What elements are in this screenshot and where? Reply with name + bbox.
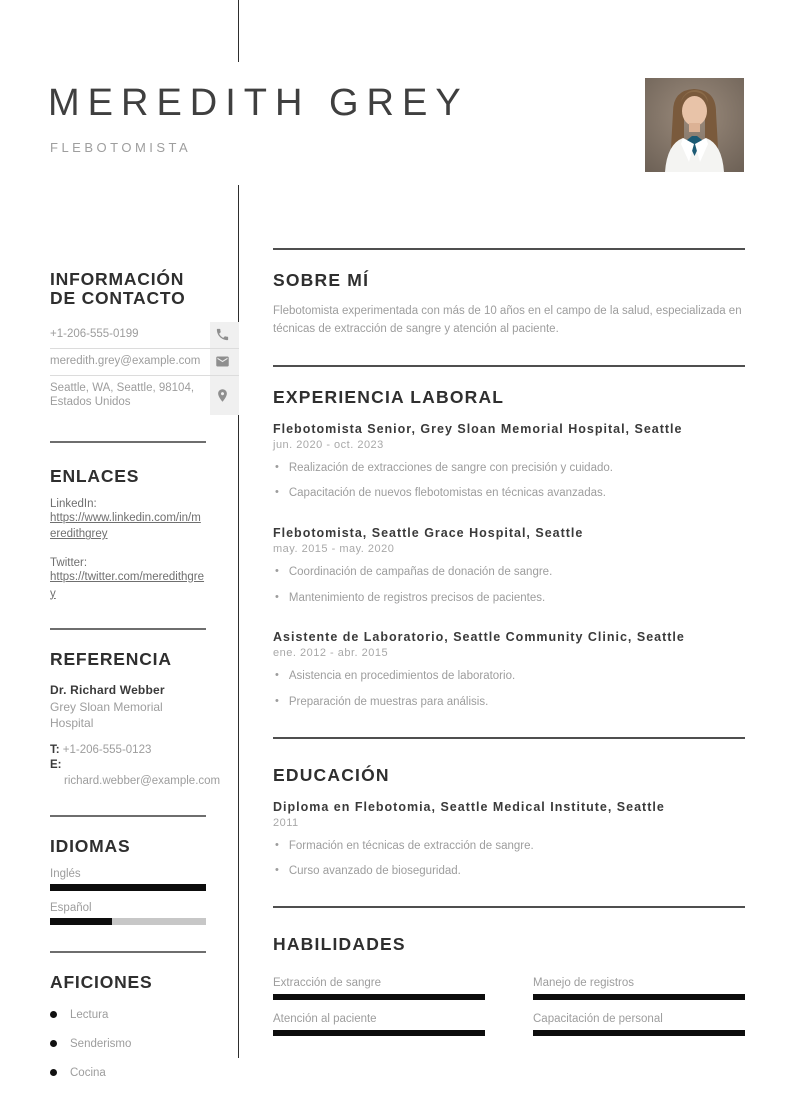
reference-email <box>50 758 221 789</box>
contact-list <box>50 322 239 416</box>
skill-item <box>273 1013 485 1036</box>
languages-heading: IDIOMAS <box>50 836 131 857</box>
bullet-dot: • <box>275 460 279 473</box>
skills-section <box>273 934 745 1036</box>
top-divider <box>238 0 239 62</box>
job-bullet <box>273 668 745 685</box>
skill-item <box>533 977 745 1000</box>
about-text: Flebotomista experimentada con más de 10 años en el campo de la salud, especializada en técnicas de extracción de sangre y atención al paciente. <box>273 305 742 335</box>
language-item <box>50 902 206 925</box>
skill-name: Capacitación de personal <box>533 1013 663 1025</box>
job-bullet <box>273 485 745 502</box>
skill-item <box>533 1013 745 1036</box>
bullet-dot <box>50 1011 57 1018</box>
skill-item <box>273 977 485 1000</box>
bullet-dot <box>50 1040 57 1047</box>
bullet-text: Asistencia en procedimientos de laboratorio. <box>288 670 516 683</box>
bullet-text: Mantenimiento de registros precisos de pacientes. <box>288 591 546 604</box>
job-dates: jun. 2020 - oct. 2023 <box>273 438 384 451</box>
job-bullet <box>273 564 745 581</box>
job-dates: ene. 2012 - abr. 2015 <box>273 647 389 660</box>
job-dates: may. 2015 - may. 2020 <box>273 542 395 555</box>
education-bullet <box>273 863 745 880</box>
link-label: LinkedIn: <box>50 497 97 510</box>
job-title: Asistente de Laboratorio, Seattle Community Clinic, Seattle <box>273 630 685 645</box>
section-divider <box>273 365 745 367</box>
twitter-link[interactable]: https://twitter.com/meredithgrey <box>50 570 205 600</box>
bullet-dot: • <box>275 669 279 682</box>
linkedin-link[interactable]: https://www.linkedin.com/in/meredithgrey <box>50 511 201 541</box>
skill-bar-fill <box>273 994 485 1000</box>
education-bullet <box>273 838 745 855</box>
languages-list <box>50 868 239 925</box>
link-label: Twitter: <box>50 556 88 569</box>
job-title: Flebotomista Senior, Grey Sloan Memorial Hospital, Seattle <box>273 421 683 436</box>
bullet-dot: • <box>275 564 279 577</box>
bullet-dot: • <box>275 694 279 707</box>
about-heading: SOBRE MÍ <box>273 270 370 290</box>
education-dates: 2011 <box>273 816 299 829</box>
job-bullet <box>273 590 745 607</box>
experience-heading: EXPERIENCIA LABORAL <box>273 386 505 407</box>
job-bullet <box>273 460 745 477</box>
reference-name: Dr. Richard Webber <box>50 682 165 697</box>
skill-bar <box>273 1030 485 1036</box>
phone-value: +1-206-555-0199 <box>50 328 139 341</box>
hobby-label: Cocina <box>70 1066 106 1079</box>
language-bar <box>50 884 206 891</box>
skill-bar-fill <box>533 994 745 1000</box>
education-title: Diploma en Flebotomia, Seattle Medical Institute, Seattle <box>273 799 665 814</box>
bullet-text: Curso avanzado de bioseguridad. <box>288 865 461 878</box>
sidebar-divider <box>50 441 206 443</box>
reference-phone <box>50 743 210 759</box>
language-name: Español <box>50 901 92 914</box>
education-entry <box>273 800 745 880</box>
portrait-illustration <box>645 78 744 172</box>
bullet-dot: • <box>275 838 279 851</box>
mail-icon <box>208 354 237 369</box>
language-item <box>50 868 206 891</box>
person-job-title: FLEBOTOMISTA <box>50 140 192 155</box>
contact-row-email <box>50 349 239 376</box>
links-heading: ENLACES <box>50 466 140 487</box>
bullet-dot <box>50 1069 57 1076</box>
job-bullet <box>273 694 745 711</box>
hobby-label: Lectura <box>70 1008 109 1021</box>
reference-phone-value: +1-206-555-0123 <box>62 743 152 756</box>
main-content <box>273 248 745 1036</box>
bullet-dot: • <box>275 590 279 603</box>
reference-heading: REFERENCIA <box>50 649 172 670</box>
bullet-dot: • <box>275 486 279 499</box>
hobbies-list <box>50 1009 239 1079</box>
contact-row-phone <box>50 322 239 349</box>
hobby-item <box>50 1067 239 1079</box>
links-list <box>50 498 239 603</box>
language-bar <box>50 918 206 925</box>
reference-email-label: E: <box>50 759 62 772</box>
hobby-item <box>50 1038 239 1050</box>
profile-photo <box>645 78 744 172</box>
language-bar-fill <box>50 884 206 891</box>
hobby-item <box>50 1009 239 1021</box>
reference-organization: Grey Sloan Memorial Hospital <box>50 699 163 730</box>
skill-name: Manejo de registros <box>533 977 634 989</box>
reference-email-value: richard.webber@example.com <box>64 774 221 787</box>
location-icon <box>208 388 237 403</box>
bullet-text: Preparación de muestras para análisis. <box>288 695 489 708</box>
hobby-label: Senderismo <box>70 1037 132 1050</box>
about-section <box>273 270 745 339</box>
bullet-text: Realización de extracciones de sangre con precisión y cuidado. <box>288 461 613 474</box>
section-divider <box>273 248 745 250</box>
skills-grid <box>273 977 745 1036</box>
email-value: meredith.grey@example.com <box>50 355 201 368</box>
experience-section <box>273 387 745 711</box>
job-entry <box>273 422 745 502</box>
address-value: Seattle, WA, Seattle, 98104, Estados Unidos <box>50 381 195 409</box>
language-bar-fill <box>50 918 112 925</box>
education-section <box>273 765 745 880</box>
skill-bar <box>533 994 745 1000</box>
job-title: Flebotomista, Seattle Grace Hospital, Seattle <box>273 525 584 540</box>
sidebar-divider <box>50 951 206 953</box>
bullet-text: Coordinación de campañas de donación de sangre. <box>288 565 553 578</box>
reference-card <box>50 683 239 790</box>
skill-bar-fill <box>273 1030 485 1036</box>
person-name: MEREDITH GREY <box>48 82 469 124</box>
bullet-text: Formación en técnicas de extracción de sangre. <box>288 839 534 852</box>
skill-name: Extracción de sangre <box>273 977 382 989</box>
skill-bar-fill <box>533 1030 745 1036</box>
skill-bar <box>533 1030 745 1036</box>
skills-heading: HABILIDADES <box>273 934 406 954</box>
sidebar-divider <box>50 628 206 630</box>
job-entry <box>273 526 745 606</box>
job-entry <box>273 630 745 710</box>
contact-row-address <box>50 376 239 416</box>
phone-icon <box>208 327 237 342</box>
skill-name: Atención al paciente <box>273 1013 377 1025</box>
education-heading: EDUCACIÓN <box>273 764 390 785</box>
sidebar-divider <box>50 815 206 817</box>
skill-bar <box>273 994 485 1000</box>
section-divider <box>273 906 745 908</box>
section-divider <box>273 737 745 739</box>
reference-phone-label: T: <box>50 743 60 756</box>
sidebar <box>50 270 239 1079</box>
contact-heading: INFORMACIÓN DE CONTACTO <box>50 269 186 309</box>
bullet-dot: • <box>275 864 279 877</box>
bullet-text: Capacitación de nuevos flebotomistas en técnicas avanzadas. <box>288 487 606 500</box>
language-name: Inglés <box>50 867 81 880</box>
hobbies-heading: AFICIONES <box>50 971 153 992</box>
